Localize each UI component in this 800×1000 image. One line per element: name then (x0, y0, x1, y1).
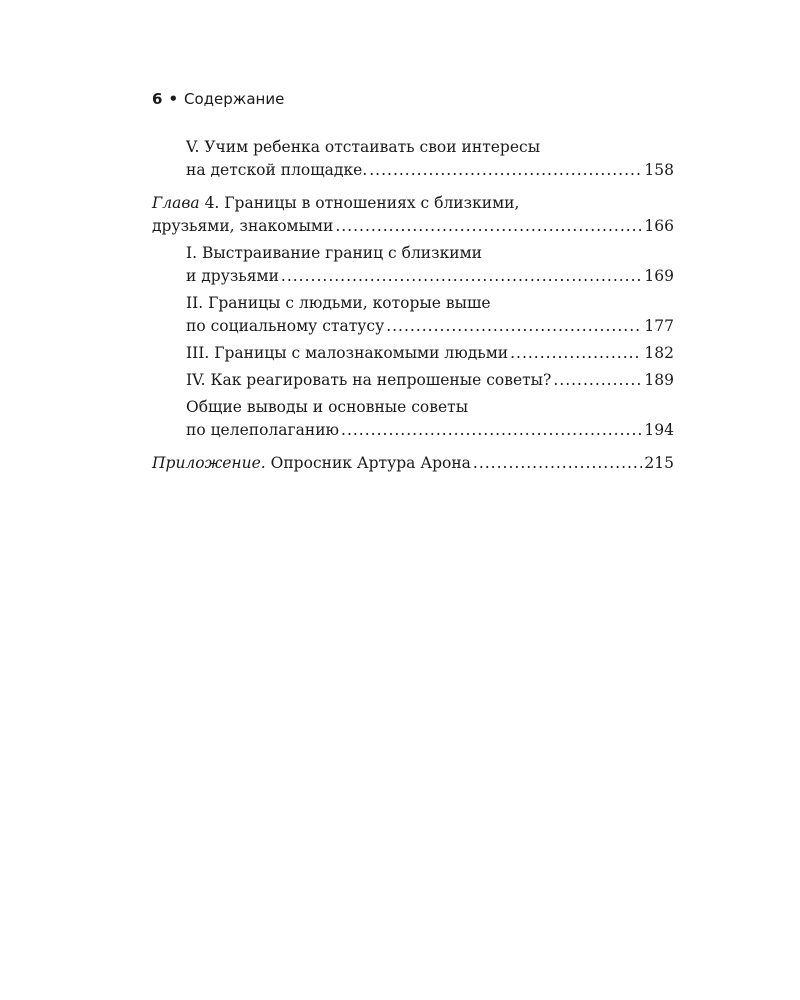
dot-leader (386, 315, 642, 338)
dot-leader (281, 265, 643, 288)
toc-entry-title-line: I. Выстраивание границ с близкими (186, 244, 482, 262)
toc-entry-title-line (152, 192, 674, 215)
dot-leader (335, 215, 642, 238)
toc-page-number: 158 (644, 161, 674, 179)
chapter-label: Глава (152, 194, 200, 212)
toc-entry-chapter-4[interactable] (152, 192, 674, 238)
toc-entry-conclusions[interactable] (152, 396, 674, 442)
toc-entry-title-end: IV. Как реагировать на непрошеные советы? (186, 371, 552, 389)
toc-entry-last-line (186, 419, 674, 442)
toc-entry-title (152, 452, 471, 475)
toc-entry-title-end: по социальному статусу (186, 317, 385, 335)
toc-entry-title-line: II. Границы с людьми, которые выше (186, 294, 491, 312)
toc-page-number: 189 (644, 371, 674, 389)
toc-entry-title-line: V. Учим ребенка отстаивать свои интересы (186, 138, 541, 156)
toc-entry-appendix[interactable] (152, 452, 674, 475)
toc-page-number: 177 (644, 317, 674, 335)
page-number: 6 (152, 90, 163, 108)
dot-leader (473, 452, 643, 475)
toc-entry-section-iii[interactable] (152, 342, 674, 365)
toc-entry-last-line (186, 342, 674, 365)
toc-page-number: 182 (644, 344, 674, 362)
toc-page-number: 169 (644, 267, 674, 285)
toc-entry-section-ii[interactable] (152, 292, 674, 338)
toc-entry-title-end: по целеполаганию (186, 421, 340, 439)
running-header (152, 89, 284, 109)
dot-leader (369, 159, 642, 182)
toc-entry-section-i[interactable] (152, 242, 674, 288)
section-title: Содержание (184, 90, 285, 108)
toc-entry-last-line (152, 452, 674, 475)
toc-page-number: 194 (644, 421, 674, 439)
chapter-title: 4. Границы в отношениях с близкими, (199, 194, 520, 212)
appendix-title: Опросник Артура Арона (265, 454, 471, 472)
toc-page-number: 215 (644, 454, 674, 472)
appendix-label: Приложение. (152, 454, 266, 472)
dot-leader (553, 369, 642, 392)
toc-entry-last-line (186, 159, 674, 182)
toc-entry-title-line: Общие выводы и основные советы (186, 398, 469, 416)
toc-entry-last-line (186, 369, 674, 392)
toc-entry-section-iv[interactable] (152, 369, 674, 392)
dot-leader (341, 419, 642, 442)
toc-entry-last-line (186, 265, 674, 288)
toc-entry-last-line (186, 315, 674, 338)
header-bullet: • (168, 90, 179, 108)
toc-entry-title-end: III. Границы с малознакомыми людьми (186, 344, 509, 362)
toc-entry-title-end: и друзьями (186, 267, 279, 285)
dot-leader (510, 342, 642, 365)
toc-page-number: 166 (644, 217, 674, 235)
toc-entry-title-end: на детской площадке. (186, 161, 368, 179)
toc-entry-last-line (152, 215, 674, 238)
toc-entry-section-v[interactable] (152, 136, 674, 182)
table-of-contents (152, 136, 674, 475)
toc-entry-title-end: друзьями, знакомыми (152, 217, 334, 235)
